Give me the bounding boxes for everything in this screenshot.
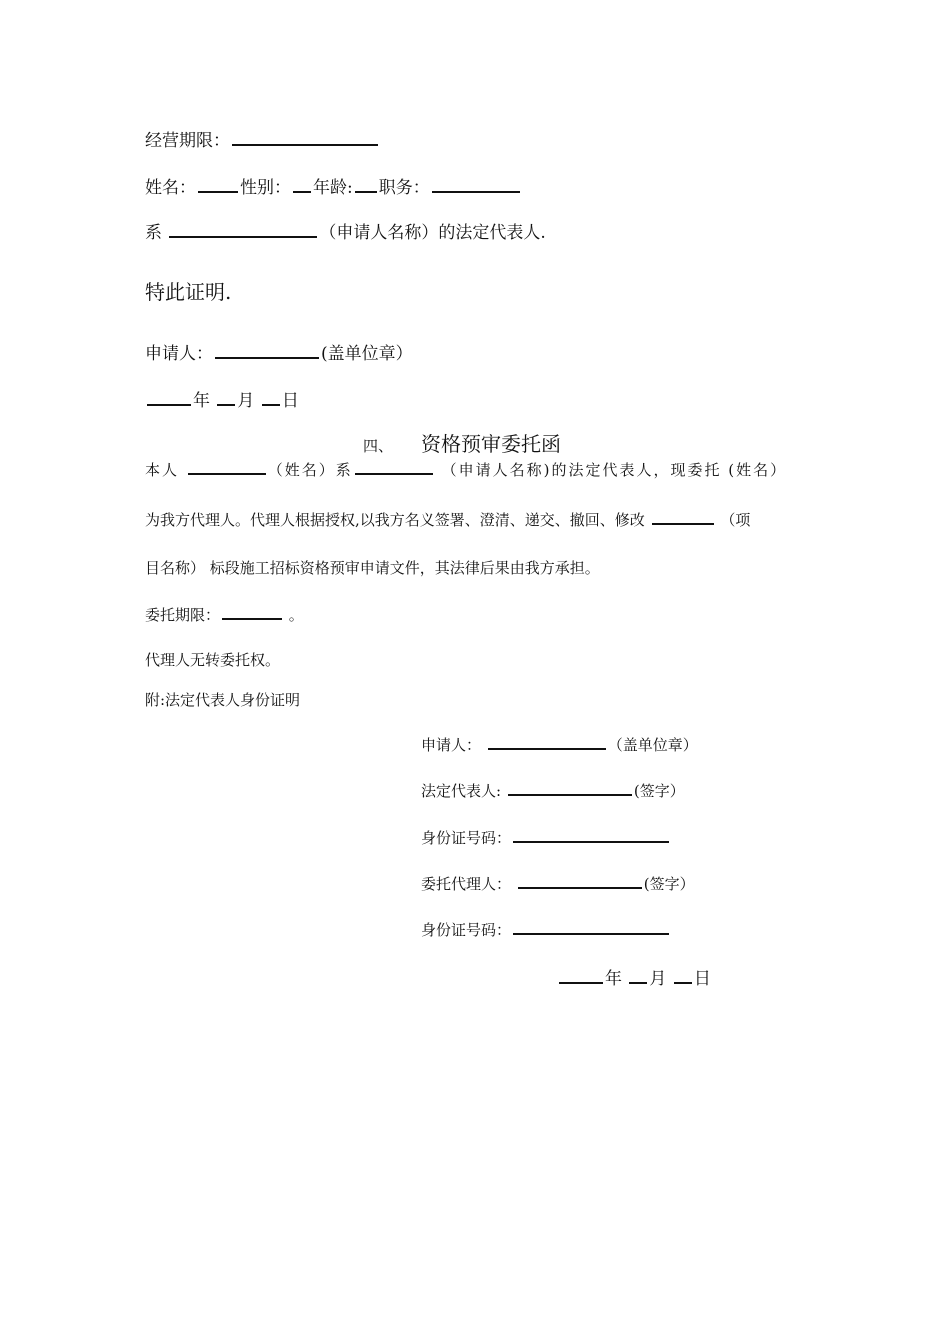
cert-year: 年	[193, 391, 210, 411]
cert-month-blank	[217, 389, 235, 406]
business-term-blank	[232, 129, 378, 146]
poa-heading-title: 资格预审委托函	[421, 432, 562, 456]
sig-legal-rep-note: (签字）	[633, 782, 685, 800]
sig-legal-rep-label: 法定代表人:	[421, 782, 502, 800]
sig-id2-blank	[513, 918, 669, 935]
cert-seal-note: (盖单位章）	[321, 344, 413, 364]
sig-agent-note: (签字）	[643, 875, 695, 893]
age-blank	[355, 176, 377, 193]
poa-paragraph-line-3: 目名称） 标段施工招标资格预审申请文件，其法律后果由我方承担。	[145, 559, 600, 577]
name-blank	[198, 176, 238, 193]
position-label: 职务：	[378, 178, 430, 198]
sig-date-line	[557, 964, 711, 989]
sig-applicant-blank	[488, 733, 606, 750]
legal-rep-line	[145, 218, 546, 243]
sig-agent-label: 委托代理人：	[421, 875, 512, 893]
sig-id-label: 身份证号码：	[421, 829, 512, 847]
sig-month: 月	[649, 969, 667, 989]
sig-day: 日	[693, 969, 711, 989]
rep-suffix: （申请人名称）的法定代表人.	[319, 223, 546, 243]
sig-applicant-note: （盖单位章）	[607, 736, 698, 754]
sig-legal-rep-line	[421, 779, 685, 801]
poa-term-line	[145, 603, 304, 625]
sig-year-blank	[559, 967, 603, 984]
poa-term-end: 。	[288, 606, 304, 624]
cert-year-blank	[147, 389, 191, 406]
sig-id-blank	[513, 826, 669, 843]
position-blank	[432, 176, 520, 193]
sig-applicant-label: 申请人：	[421, 736, 482, 754]
cert-date-line	[145, 386, 299, 411]
gender-blank	[293, 176, 311, 193]
business-term-label: 经营期限：	[145, 131, 230, 151]
name-label: 姓名：	[145, 178, 196, 198]
cert-month: 月	[237, 391, 255, 411]
poa-heading-number: 四、	[363, 437, 394, 455]
gender-label: 性别：	[240, 178, 291, 198]
sig-day-blank	[674, 967, 692, 984]
cert-day-blank	[262, 389, 280, 406]
poa-term-label: 委托期限：	[145, 606, 221, 624]
cert-applicant-label: 申请人：	[145, 344, 213, 364]
poa-no-sub-delegation: 代理人无转委托权。	[145, 651, 281, 669]
hereby-certify: 特此证明.	[145, 280, 232, 304]
applicant-name-blank	[169, 221, 317, 238]
sig-month-blank	[629, 967, 647, 984]
cert-day: 日	[281, 391, 299, 411]
rep-prefix: 系	[145, 223, 162, 243]
sig-year: 年	[605, 969, 622, 989]
poa-applicant-blank	[355, 458, 433, 475]
poa-attachment: 附:法定代表人身份证明	[145, 691, 301, 709]
cert-applicant-blank	[215, 342, 319, 359]
sig-id-line	[421, 826, 671, 848]
sig-agent-blank	[518, 872, 642, 889]
age-label: 年龄:	[313, 178, 353, 198]
sig-id2-label: 身份证号码：	[421, 921, 512, 939]
sig-legal-rep-blank	[508, 779, 632, 796]
poa-term-blank	[222, 603, 282, 620]
poa-paragraph-line-1	[145, 458, 787, 480]
personal-info-line	[145, 173, 522, 198]
sig-applicant-line	[421, 733, 698, 755]
poa-self-label: 本人	[145, 461, 180, 479]
poa-heading	[363, 428, 561, 457]
poa-agent-text: 为我方代理人。代理人根据授权,以我方名义签署、澄清、递交、撤回、修改	[145, 511, 645, 529]
poa-delegate-text: （申请人名称)的法定代表人，现委托 (姓名）	[441, 461, 788, 479]
poa-name-note: （姓名）系	[267, 461, 353, 479]
poa-project-note: （项	[720, 511, 751, 529]
business-term-line	[145, 126, 380, 151]
poa-project-blank	[652, 508, 714, 525]
cert-applicant-line	[145, 339, 413, 364]
sig-agent-line	[421, 872, 695, 894]
sig-id2-line	[421, 918, 671, 940]
poa-self-name-blank	[188, 458, 266, 475]
poa-paragraph-line-2	[145, 508, 750, 530]
